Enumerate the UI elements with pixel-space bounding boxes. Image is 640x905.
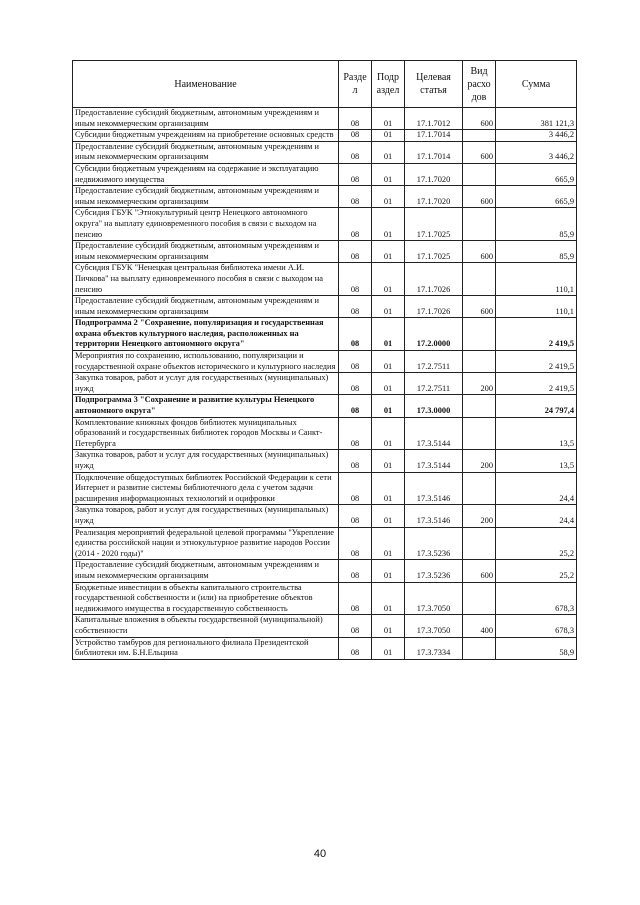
table-row — [73, 527, 577, 560]
row-vr-cell: 600 — [463, 108, 496, 130]
header-vr: Вид расхо дов — [463, 61, 496, 108]
page-number: 40 — [313, 848, 327, 860]
row-name-cell: Капитальные вложения в объекты государственной (муниципальной) собственности — [73, 615, 339, 637]
row-sum-cell: 85,9 — [496, 208, 577, 241]
row-razdel-cell: 08 — [339, 373, 372, 395]
row-sum-cell: 3 446,2 — [496, 130, 577, 142]
row-vr-cell — [463, 395, 496, 417]
row-sum-cell: 24 797,4 — [496, 395, 577, 417]
row-razdel-cell: 08 — [339, 395, 372, 417]
row-podrazdel-cell: 01 — [372, 472, 405, 505]
row-podrazdel-cell: 01 — [372, 263, 405, 296]
row-vr-cell — [463, 527, 496, 560]
row-cs-cell: 17.3.5144 — [405, 417, 463, 450]
row-razdel-cell: 08 — [339, 615, 372, 637]
row-vr-cell — [463, 637, 496, 659]
row-cs-cell: 17.2.0000 — [405, 318, 463, 351]
row-podrazdel-cell: 01 — [372, 615, 405, 637]
row-name-cell: Закупка товаров, работ и услуг для государственных (муниципальных) нужд — [73, 373, 339, 395]
table-row — [73, 108, 577, 130]
table-row — [73, 130, 577, 142]
header-sum: Сумма — [496, 61, 577, 108]
table-row — [73, 505, 577, 527]
row-sum-cell: 3 446,2 — [496, 141, 577, 163]
table-row — [73, 417, 577, 450]
row-name-cell: Подпрограмма 3 "Сохранение и развитие культуры Ненецкого автономного округа" — [73, 395, 339, 417]
row-sum-cell: 58,9 — [496, 637, 577, 659]
row-name-cell: Предоставление субсидий бюджетным, автономным учреждениям и иным некоммерческим организациям — [73, 108, 339, 130]
row-name-cell: Предоставление субсидий бюджетным, автономным учреждениям и иным некоммерческим организациям — [73, 141, 339, 163]
row-podrazdel-cell: 01 — [372, 296, 405, 318]
row-vr-cell — [463, 351, 496, 373]
row-cs-cell: 17.1.7020 — [405, 186, 463, 208]
row-vr-cell: 200 — [463, 505, 496, 527]
table-row — [73, 615, 577, 637]
row-vr-cell — [463, 318, 496, 351]
row-sum-cell: 678,3 — [496, 615, 577, 637]
row-sum-cell: 13,5 — [496, 450, 577, 472]
row-cs-cell: 17.1.7026 — [405, 296, 463, 318]
row-name-cell: Реализация мероприятий федеральной целевой программы "Укрепление единства российской нации и этнокультурное развитие народов России (2014 - 2020 годы)" — [73, 527, 339, 560]
row-cs-cell: 17.3.5236 — [405, 527, 463, 560]
row-razdel-cell: 08 — [339, 417, 372, 450]
row-podrazdel-cell: 01 — [372, 351, 405, 373]
row-name-cell: Субсидии бюджетным учреждениям на содержание и эксплуатацию недвижимого имущества — [73, 163, 339, 185]
row-vr-cell — [463, 130, 496, 142]
table-row — [73, 163, 577, 185]
row-razdel-cell: 08 — [339, 637, 372, 659]
row-vr-cell: 600 — [463, 186, 496, 208]
row-sum-cell: 24,4 — [496, 472, 577, 505]
row-podrazdel-cell: 01 — [372, 395, 405, 417]
row-cs-cell: 17.1.7026 — [405, 263, 463, 296]
row-vr-cell — [463, 417, 496, 450]
row-razdel-cell: 08 — [339, 450, 372, 472]
row-name-cell: Предоставление субсидий бюджетным, автономным учреждениям и иным некоммерческим организациям — [73, 560, 339, 582]
table-row — [73, 241, 577, 263]
row-name-cell: Закупка товаров, работ и услуг для государственных (муниципальных) нужд — [73, 505, 339, 527]
row-vr-cell: 200 — [463, 450, 496, 472]
row-podrazdel-cell: 01 — [372, 186, 405, 208]
table-row — [73, 208, 577, 241]
row-cs-cell: 17.1.7014 — [405, 130, 463, 142]
budget-table — [72, 60, 577, 660]
row-vr-cell: 200 — [463, 373, 496, 395]
table-row — [73, 318, 577, 351]
row-razdel-cell: 08 — [339, 186, 372, 208]
row-cs-cell: 17.1.7025 — [405, 241, 463, 263]
row-name-cell: Предоставление субсидий бюджетным, автономным учреждениям и иным некоммерческим организациям — [73, 186, 339, 208]
row-razdel-cell: 08 — [339, 108, 372, 130]
row-razdel-cell: 08 — [339, 318, 372, 351]
row-cs-cell: 17.1.7025 — [405, 208, 463, 241]
row-sum-cell: 2 419,5 — [496, 318, 577, 351]
row-razdel-cell: 08 — [339, 296, 372, 318]
row-name-cell: Субсидия ГБУК "Ненецкая центральная библиотека имени А.И. Пичкова" на выплату единовременного пособия в связи с выходом на пенсию — [73, 263, 339, 296]
row-razdel-cell: 08 — [339, 560, 372, 582]
table-header-row — [73, 61, 577, 108]
row-sum-cell: 665,9 — [496, 186, 577, 208]
table-row — [73, 472, 577, 505]
row-razdel-cell: 08 — [339, 527, 372, 560]
row-name-cell: Закупка товаров, работ и услуг для государственных (муниципальных) нужд — [73, 450, 339, 472]
row-podrazdel-cell: 01 — [372, 582, 405, 615]
row-vr-cell: 600 — [463, 141, 496, 163]
row-cs-cell: 17.3.7334 — [405, 637, 463, 659]
row-razdel-cell: 08 — [339, 472, 372, 505]
row-podrazdel-cell: 01 — [372, 163, 405, 185]
row-sum-cell: 678,3 — [496, 582, 577, 615]
row-vr-cell — [463, 163, 496, 185]
header-razdel: Разде л — [339, 61, 372, 108]
row-cs-cell: 17.2.7511 — [405, 373, 463, 395]
row-cs-cell: 17.1.7014 — [405, 141, 463, 163]
row-vr-cell: 400 — [463, 615, 496, 637]
row-cs-cell: 17.3.0000 — [405, 395, 463, 417]
table-row — [73, 141, 577, 163]
row-podrazdel-cell: 01 — [372, 141, 405, 163]
row-cs-cell: 17.1.7020 — [405, 163, 463, 185]
row-name-cell: Подпрограмма 2 "Сохранение, популяризация и государственная охрана объектов культурного наследия, расположенных на территории Ненецкого автономного округа" — [73, 318, 339, 351]
row-podrazdel-cell: 01 — [372, 505, 405, 527]
table-row — [73, 560, 577, 582]
row-cs-cell: 17.3.5236 — [405, 560, 463, 582]
row-sum-cell: 665,9 — [496, 163, 577, 185]
table-row — [73, 263, 577, 296]
table-row — [73, 395, 577, 417]
row-podrazdel-cell: 01 — [372, 637, 405, 659]
row-sum-cell: 2 419,5 — [496, 351, 577, 373]
row-podrazdel-cell: 01 — [372, 373, 405, 395]
header-cs: Целевая статья — [405, 61, 463, 108]
row-name-cell: Субсидии бюджетным учреждениям на приобретение основных средств — [73, 130, 339, 142]
table-row — [73, 296, 577, 318]
row-vr-cell — [463, 208, 496, 241]
row-sum-cell: 25,2 — [496, 560, 577, 582]
row-podrazdel-cell: 01 — [372, 417, 405, 450]
row-cs-cell: 17.3.5146 — [405, 505, 463, 527]
row-name-cell: Подключение общедоступных библиотек Российской Федерации к сети Интернет и развитие системы библиотечного дела с учетом задачи расширения информационных технологий и оцифровки — [73, 472, 339, 505]
row-razdel-cell: 08 — [339, 163, 372, 185]
row-vr-cell: 600 — [463, 560, 496, 582]
table-row — [73, 373, 577, 395]
row-cs-cell: 17.2.7511 — [405, 351, 463, 373]
row-cs-cell: 17.3.7050 — [405, 615, 463, 637]
row-sum-cell: 110,1 — [496, 296, 577, 318]
row-name-cell: Бюджетные инвестиции в объекты капитального строительства государственной собственности и (или) на приобретение объектов недвижимого имущества в государственную собственность — [73, 582, 339, 615]
header-name: Наименование — [73, 61, 339, 108]
row-name-cell: Предоставление субсидий бюджетным, автономным учреждениям и иным некоммерческим организациям — [73, 241, 339, 263]
row-razdel-cell: 08 — [339, 351, 372, 373]
row-sum-cell: 2 419,5 — [496, 373, 577, 395]
row-cs-cell: 17.3.5144 — [405, 450, 463, 472]
row-razdel-cell: 08 — [339, 505, 372, 527]
row-sum-cell: 25,2 — [496, 527, 577, 560]
row-razdel-cell: 08 — [339, 582, 372, 615]
row-name-cell: Комплектование книжных фондов библиотек муниципальных образований и государственных библиотек городов Москвы и Санкт-Петербурга — [73, 417, 339, 450]
table-row — [73, 637, 577, 659]
table-body — [73, 108, 577, 660]
table-row — [73, 582, 577, 615]
row-vr-cell: 600 — [463, 296, 496, 318]
table-row — [73, 351, 577, 373]
row-cs-cell: 17.1.7012 — [405, 108, 463, 130]
row-name-cell: Предоставление субсидий бюджетным, автономным учреждениям и иным некоммерческим организациям — [73, 296, 339, 318]
table-row — [73, 450, 577, 472]
row-vr-cell — [463, 582, 496, 615]
row-razdel-cell: 08 — [339, 208, 372, 241]
row-podrazdel-cell: 01 — [372, 450, 405, 472]
row-podrazdel-cell: 01 — [372, 318, 405, 351]
row-podrazdel-cell: 01 — [372, 108, 405, 130]
row-name-cell: Субсидия ГБУК "Этнокультурный центр Ненецкого автономного округа" на выплату единовременного пособия в связи с выходом на пенсию — [73, 208, 339, 241]
row-podrazdel-cell: 01 — [372, 241, 405, 263]
row-podrazdel-cell: 01 — [372, 560, 405, 582]
row-vr-cell: 600 — [463, 241, 496, 263]
row-cs-cell: 17.3.5146 — [405, 472, 463, 505]
table-row — [73, 186, 577, 208]
row-podrazdel-cell: 01 — [372, 527, 405, 560]
row-sum-cell: 85,9 — [496, 241, 577, 263]
row-sum-cell: 381 121,3 — [496, 108, 577, 130]
row-podrazdel-cell: 01 — [372, 130, 405, 142]
row-sum-cell: 110,1 — [496, 263, 577, 296]
row-sum-cell: 24,4 — [496, 505, 577, 527]
row-razdel-cell: 08 — [339, 241, 372, 263]
row-razdel-cell: 08 — [339, 141, 372, 163]
row-vr-cell — [463, 263, 496, 296]
row-name-cell: Мероприятия по сохранению, использованию, популяризации и государственной охране объектов исторического и культурного наследия — [73, 351, 339, 373]
row-razdel-cell: 08 — [339, 263, 372, 296]
row-podrazdel-cell: 01 — [372, 208, 405, 241]
header-podrazdel: Подр аздел — [372, 61, 405, 108]
row-razdel-cell: 08 — [339, 130, 372, 142]
row-cs-cell: 17.3.7050 — [405, 582, 463, 615]
row-vr-cell — [463, 472, 496, 505]
row-name-cell: Устройство тамбуров для регионального филиала Президентской библиотеки им. Б.Н.Ельцина — [73, 637, 339, 659]
row-sum-cell: 13,5 — [496, 417, 577, 450]
